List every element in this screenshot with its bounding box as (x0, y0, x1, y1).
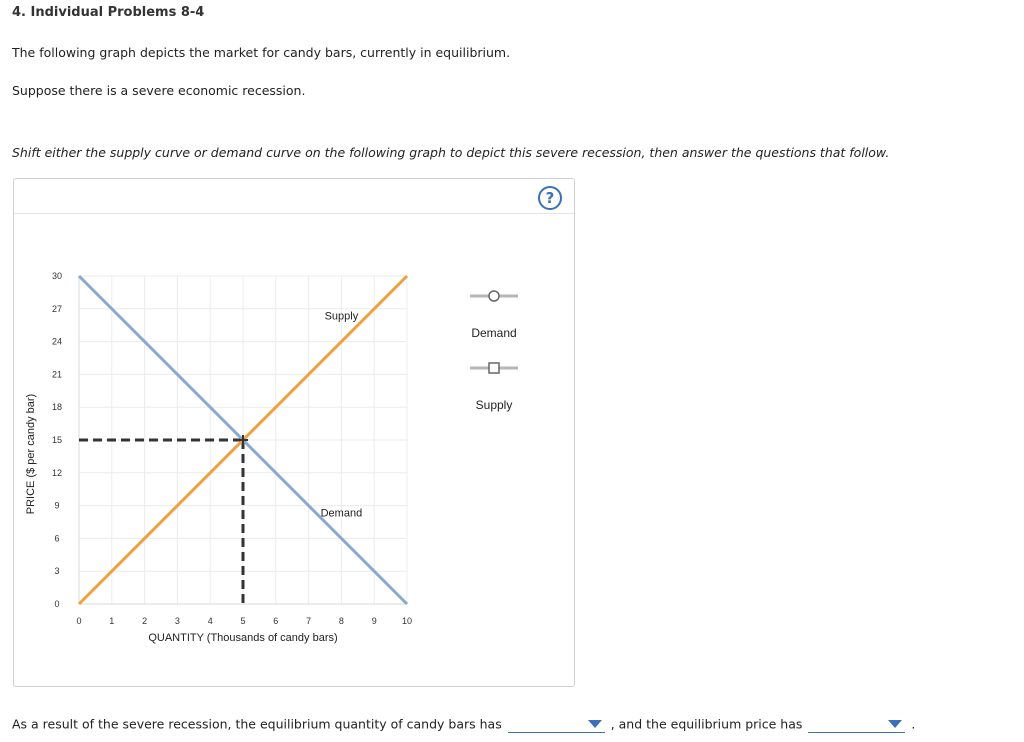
y-tick-label: 30 (51, 271, 63, 281)
x-tick-label: 10 (401, 616, 413, 626)
legend-supply-label: Supply (475, 398, 513, 412)
supply-demand-chart (14, 179, 574, 686)
graph-panel (13, 178, 575, 687)
supply-tool-square-icon[interactable] (489, 363, 499, 373)
y-axis-label: PRICE ($ per candy bar) (25, 393, 37, 515)
x-tick-label: 8 (338, 616, 344, 626)
x-axis-label: QUANTITY (Thousands of candy bars) (148, 632, 338, 644)
dropdown-arrow-icon (888, 720, 902, 728)
demand-tool-circle-icon[interactable] (489, 291, 499, 301)
price-change-dropdown[interactable] (808, 715, 905, 733)
x-tick-label: 5 (240, 616, 246, 626)
legend-demand-label: Demand (471, 326, 517, 340)
y-tick-label: 21 (51, 369, 63, 380)
problem-heading: 4. Individual Problems 8-4 (12, 5, 205, 20)
dropdown-arrow-icon (588, 720, 602, 728)
instruction-text: Shift either the supply curve or demand curve on the following graph to depict this severe recession, then answer the questions that follow. (12, 145, 890, 160)
x-tick-label: 9 (371, 616, 377, 626)
y-tick-label: 12 (51, 467, 63, 478)
scenario-text: Suppose there is a severe economic recession. (12, 83, 306, 98)
y-tick-label: 3 (54, 566, 60, 577)
y-tick-label: 0 (54, 599, 60, 609)
question-text-part3: . (911, 716, 916, 732)
demand-curve-label: Demand (320, 507, 363, 520)
x-tick-label: 6 (273, 616, 279, 626)
y-tick-label: 18 (51, 402, 63, 413)
question-text-part1: As a result of the severe recession, the equilibrium quantity of candy bars has (12, 716, 502, 732)
x-tick-label: 7 (306, 616, 312, 626)
y-tick-label: 6 (54, 533, 60, 544)
y-tick-label: 9 (54, 500, 60, 511)
x-tick-label: 4 (207, 616, 213, 626)
x-tick-label: 2 (142, 616, 148, 626)
x-tick-label: 1 (109, 616, 115, 626)
y-tick-label: 24 (51, 336, 63, 347)
y-tick-label: 27 (51, 303, 63, 314)
question-line (12, 715, 915, 733)
x-tick-label: 3 (174, 616, 180, 626)
help-icon[interactable]: ? (538, 186, 562, 210)
y-tick-label: 15 (51, 435, 63, 445)
supply-curve-label: Supply (324, 310, 359, 323)
x-tick-label: 0 (76, 616, 82, 626)
quantity-change-dropdown[interactable] (508, 715, 605, 733)
intro-text: The following graph depicts the market for candy bars, currently in equilibrium. (12, 45, 511, 60)
question-text-part2: , and the equilibrium price has (610, 716, 803, 732)
